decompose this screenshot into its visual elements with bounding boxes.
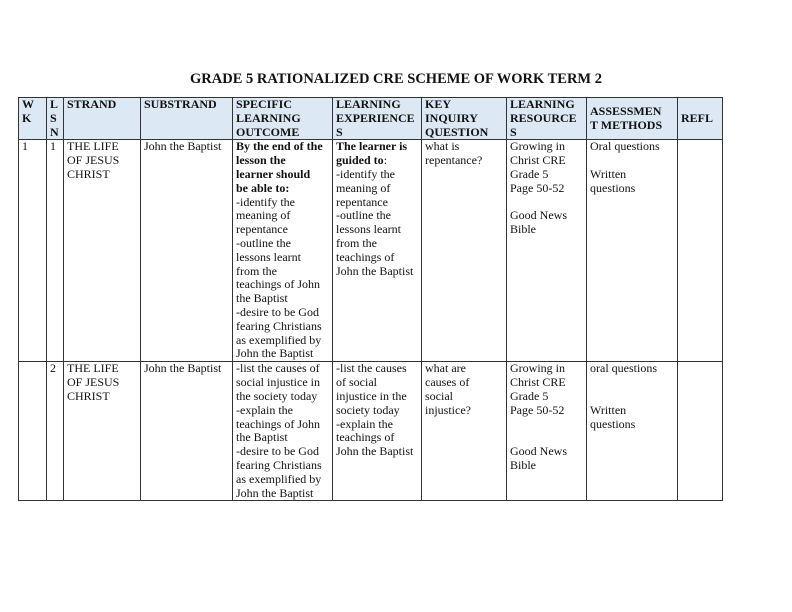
cell-outcome	[233, 140, 333, 362]
cell-strand: THE LIFE OF JESUS CHRIST	[64, 140, 141, 362]
cell-wk	[19, 362, 47, 501]
table-row	[19, 362, 723, 501]
cell-lsn: 2	[47, 362, 64, 501]
cell-strand: THE LIFE OF JESUS CHRIST	[64, 362, 141, 501]
cell-outcome: -list the causes of social injustice in the society today -explain the teachings of John the Baptist -desire to be God fearing Christians as exemplified by John the Baptist	[233, 362, 333, 501]
cell-refl	[678, 362, 723, 501]
header-experiences: LEARNING EXPERIENCE S	[333, 98, 422, 140]
cell-lsn: 1	[47, 140, 64, 362]
header-substrand: SUBSTRAND	[141, 98, 233, 140]
outcome-intro: By the end of the lesson the learner should be able to:	[236, 139, 323, 195]
header-strand: STRAND	[64, 98, 141, 140]
scheme-of-work-table	[18, 97, 723, 501]
header-wk: W K	[19, 98, 47, 140]
cell-substrand: John the Baptist	[141, 140, 233, 362]
cell-resources: Growing in Christ CRE Grade 5 Page 50-52 Good News Bible	[507, 140, 587, 362]
cell-refl	[678, 140, 723, 362]
cell-assessment: oral questions Written questions	[587, 362, 678, 501]
header-outcome: SPECIFIC LEARNING OUTCOME	[233, 98, 333, 140]
cell-assessment: Oral questions Written questions	[587, 140, 678, 362]
page-title: GRADE 5 RATIONALIZED CRE SCHEME OF WORK TERM 2	[190, 71, 602, 87]
header-resources: LEARNING RESOURCE S	[507, 98, 587, 140]
cell-question: what is repentance?	[422, 140, 507, 362]
cell-substrand: John the Baptist	[141, 362, 233, 501]
cell-resources: Growing in Christ CRE Grade 5 Page 50-52 Good News Bible	[507, 362, 587, 501]
cell-experiences	[333, 140, 422, 362]
header-question: KEY INQUIRY QUESTION	[422, 98, 507, 140]
header-refl: REFL	[678, 98, 723, 140]
experience-intro: The learner is guided to	[336, 139, 408, 168]
table-row	[19, 140, 723, 362]
experience-text: -identify the meaning of repentance -outline the lessons learnt from the teachings of John the Baptist	[336, 166, 414, 278]
cell-question: what are causes of social injustice?	[422, 362, 507, 501]
cell-wk: 1	[19, 140, 47, 362]
colon: :	[383, 153, 388, 168]
header-assessment: ASSESSMEN T METHODS	[587, 98, 678, 140]
header-lsn: L S N	[47, 98, 64, 140]
outcome-text: -identify the meaning of repentance -outline the lessons learnt from the teachings of John the Baptist -desire to be God fearing Christians as exemplified by John the Baptist	[236, 194, 322, 361]
header-row	[19, 98, 723, 140]
cell-experiences: -list the causes of social injustice in the society today -explain the teachings of John the Baptist	[333, 362, 422, 501]
